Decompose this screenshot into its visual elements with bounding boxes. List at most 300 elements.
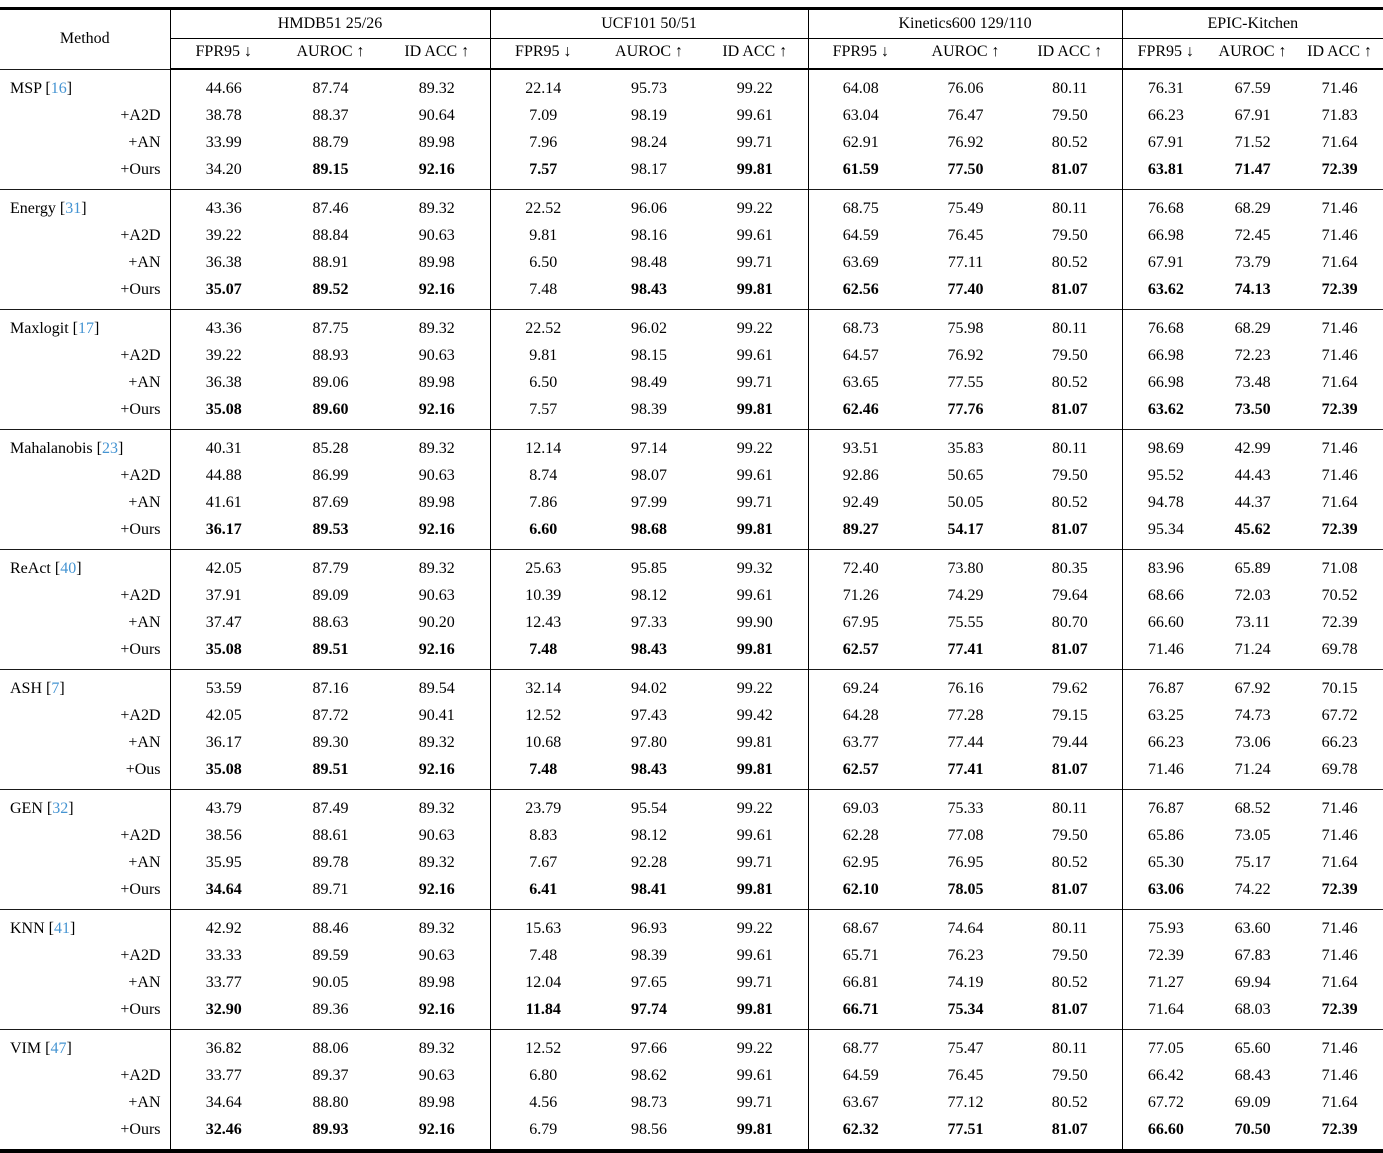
citation-link[interactable]: 7 (51, 680, 60, 697)
metric-value: 12.14 (490, 430, 596, 463)
metric-value: 35.08 (205, 401, 242, 418)
metric-value: 66.98 (1147, 227, 1184, 244)
metric-value: 80.52 (1018, 130, 1122, 157)
metric-value: 88.61 (312, 827, 349, 844)
metric-value: 92.16 (384, 157, 490, 190)
metric-value: 63.25 (1147, 707, 1184, 724)
metric-value: 92.16 (384, 637, 490, 670)
metric-value: 66.23 (1147, 107, 1184, 124)
metric-value: 80.11 (1018, 430, 1122, 463)
metric-value: 88.46 (277, 910, 384, 943)
table-row (0, 970, 1383, 997)
metric-value: 87.72 (312, 707, 349, 724)
metric-value: 99.22 (702, 790, 808, 823)
metric-column-header: FPR95 ↓ (1122, 39, 1209, 70)
metric-value: 71.64 (1321, 854, 1358, 871)
metric-value: 99.81 (702, 517, 808, 550)
metric-value: 90.63 (384, 583, 490, 610)
metric-value: 80.52 (1018, 850, 1122, 877)
metric-value: 99.61 (702, 343, 808, 370)
metric-column-header: ID ACC ↑ (702, 39, 808, 70)
metric-value: 71.46 (1147, 641, 1184, 658)
citation-link[interactable]: 32 (52, 800, 69, 817)
table-row (0, 610, 1383, 637)
metric-value: 87.75 (277, 310, 384, 343)
metric-value: 98.56 (631, 1121, 668, 1138)
variant-label: +AN (0, 1090, 170, 1117)
variant-label: +AN (0, 970, 170, 997)
metric-value: 98.73 (631, 1094, 668, 1111)
metric-value: 65.71 (842, 947, 879, 964)
metric-value: 72.40 (808, 550, 913, 583)
variant-label: +Ours (0, 1117, 170, 1152)
metric-value: 89.51 (312, 761, 349, 778)
metric-value: 32.14 (490, 670, 596, 703)
metric-value: 90.63 (384, 1063, 490, 1090)
metric-value: 77.55 (947, 374, 984, 391)
metric-value: 89.98 (384, 490, 490, 517)
table-row (0, 397, 1383, 430)
metric-value: 68.43 (1234, 1067, 1271, 1084)
metric-value: 76.95 (947, 854, 984, 871)
metric-value: 77.44 (947, 734, 984, 751)
metric-value: 77.05 (1122, 1030, 1209, 1063)
metric-value: 72.39 (1321, 521, 1358, 538)
metric-column-header: AUROC ↑ (913, 39, 1018, 70)
metric-value: 90.41 (384, 703, 490, 730)
metric-value: 32.46 (205, 1121, 242, 1138)
metric-value: 76.68 (1122, 310, 1209, 343)
metric-value: 70.50 (1234, 1121, 1271, 1138)
variant-label: +AN (0, 610, 170, 637)
metric-value: 71.64 (1321, 254, 1358, 271)
metric-value: 72.03 (1234, 587, 1271, 604)
metric-value: 80.70 (1018, 610, 1122, 637)
metric-value: 99.32 (702, 550, 808, 583)
metric-value: 7.57 (529, 161, 558, 178)
table-row (0, 343, 1383, 370)
metric-value: 99.61 (702, 103, 808, 130)
metric-column-header: ID ACC ↑ (384, 39, 490, 70)
method-label: Maxlogit [17] (0, 310, 170, 343)
metric-value: 35.08 (205, 641, 242, 658)
table-row (0, 1090, 1383, 1117)
citation-link[interactable]: 41 (54, 920, 70, 937)
metric-value: 71.46 (1321, 347, 1358, 364)
metric-value: 77.40 (947, 281, 984, 298)
metric-value: 99.81 (702, 157, 808, 190)
header-group-row (0, 9, 1383, 39)
metric-value: 68.52 (1209, 790, 1296, 823)
metric-value: 12.52 (490, 1030, 596, 1063)
metric-value: 71.64 (1321, 494, 1358, 511)
variant-label: +Ours (0, 877, 170, 910)
metric-value: 71.24 (1234, 761, 1271, 778)
metric-value: 96.06 (596, 190, 702, 223)
table-row (0, 730, 1383, 757)
metric-value: 75.33 (913, 790, 1018, 823)
metric-value: 80.11 (1018, 190, 1122, 223)
metric-value: 73.11 (1234, 614, 1271, 631)
metric-value: 22.14 (490, 69, 596, 103)
dataset-group-header: EPIC-Kitchen (1122, 9, 1383, 39)
metric-value: 75.93 (1122, 910, 1209, 943)
metric-value: 66.23 (1147, 734, 1184, 751)
metric-value: 89.52 (312, 281, 349, 298)
metric-value: 98.19 (631, 107, 668, 124)
metric-value: 74.22 (1234, 881, 1271, 898)
metric-value: 62.56 (842, 281, 879, 298)
metric-value: 63.06 (1147, 881, 1184, 898)
table-row (0, 1117, 1383, 1152)
metric-value: 68.29 (1209, 310, 1296, 343)
table-row (0, 69, 1383, 103)
method-label: GEN [32] (0, 790, 170, 823)
dataset-group-header: HMDB51 25/26 (170, 9, 490, 39)
metric-value: 81.07 (1018, 877, 1122, 910)
table-row (0, 190, 1383, 223)
metric-value: 99.42 (702, 703, 808, 730)
metric-value: 89.32 (384, 850, 490, 877)
metric-value: 99.81 (702, 997, 808, 1030)
metric-value: 99.71 (702, 370, 808, 397)
table-row (0, 490, 1383, 517)
metric-value: 99.81 (702, 397, 808, 430)
variant-label: +Ours (0, 157, 170, 190)
variant-label: +A2D (0, 223, 170, 250)
metric-value: 7.48 (529, 281, 558, 298)
metric-value: 62.91 (842, 134, 879, 151)
metric-value: 22.52 (490, 310, 596, 343)
metric-value: 9.81 (529, 347, 558, 364)
table-row (0, 550, 1383, 583)
metric-value: 80.52 (1018, 370, 1122, 397)
metric-value: 80.52 (1018, 1090, 1122, 1117)
method-label: ASH [7] (0, 670, 170, 703)
metric-value: 38.56 (205, 827, 242, 844)
metric-value: 76.68 (1122, 190, 1209, 223)
metric-value: 92.16 (384, 397, 490, 430)
variant-label: +Ours (0, 397, 170, 430)
metric-value: 7.57 (529, 401, 558, 418)
metric-value: 98.41 (631, 881, 668, 898)
metric-value: 39.22 (205, 347, 242, 364)
metric-value: 36.17 (205, 734, 242, 751)
metric-value: 89.59 (312, 947, 349, 964)
metric-value: 42.05 (205, 707, 242, 724)
metric-value: 88.80 (312, 1094, 349, 1111)
citation-link[interactable]: 17 (78, 320, 94, 337)
metric-value: 9.81 (529, 227, 558, 244)
citation-link[interactable]: 47 (50, 1040, 67, 1057)
metric-value: 80.11 (1018, 310, 1122, 343)
variant-label: +A2D (0, 943, 170, 970)
metric-value: 62.46 (842, 401, 879, 418)
metric-value: 99.81 (702, 637, 808, 670)
metric-value: 33.33 (205, 947, 242, 964)
metric-value: 12.52 (525, 707, 562, 724)
metric-value: 53.59 (170, 670, 277, 703)
variant-label: +Ous (0, 757, 170, 790)
metric-value: 75.98 (913, 310, 1018, 343)
table-row (0, 823, 1383, 850)
metric-value: 69.03 (808, 790, 913, 823)
metric-value: 99.22 (702, 670, 808, 703)
citation-link[interactable]: 23 (101, 440, 118, 457)
metric-value: 6.79 (529, 1121, 558, 1138)
metric-value: 71.46 (1296, 1030, 1383, 1063)
metric-value: 75.49 (913, 190, 1018, 223)
variant-label: +AN (0, 370, 170, 397)
metric-column-header: FPR95 ↓ (490, 39, 596, 70)
table-row (0, 910, 1383, 943)
metric-value: 99.22 (702, 69, 808, 103)
metric-value: 98.12 (631, 587, 668, 604)
metric-value: 77.28 (947, 707, 984, 724)
metric-value: 87.69 (312, 494, 349, 511)
table-row (0, 157, 1383, 190)
variant-label: +A2D (0, 343, 170, 370)
metric-value: 65.30 (1147, 854, 1184, 871)
metric-value: 88.06 (277, 1030, 384, 1063)
metric-value: 36.38 (205, 374, 242, 391)
metric-value: 71.52 (1234, 134, 1271, 151)
metric-value: 77.50 (947, 161, 984, 178)
variant-label: +AN (0, 730, 170, 757)
metric-value: 71.46 (1296, 910, 1383, 943)
metric-value: 89.32 (384, 730, 490, 757)
variant-label: +AN (0, 490, 170, 517)
metric-value: 69.24 (808, 670, 913, 703)
metric-value: 61.59 (842, 161, 879, 178)
metric-value: 99.81 (702, 877, 808, 910)
metric-value: 79.50 (1018, 103, 1122, 130)
metric-value: 7.48 (529, 641, 558, 658)
metric-value: 63.67 (842, 1094, 879, 1111)
metric-value: 43.36 (170, 190, 277, 223)
metric-value: 74.13 (1234, 281, 1271, 298)
metric-value: 92.16 (384, 517, 490, 550)
metric-value: 80.35 (1018, 550, 1122, 583)
metric-value: 89.60 (312, 401, 349, 418)
metric-value: 62.57 (842, 641, 879, 658)
variant-label: +AN (0, 850, 170, 877)
variant-label: +Ours (0, 997, 170, 1030)
metric-value: 71.46 (1296, 190, 1383, 223)
metric-value: 44.37 (1234, 494, 1271, 511)
variant-label: +A2D (0, 703, 170, 730)
metric-value: 96.93 (596, 910, 702, 943)
metric-value: 79.15 (1018, 703, 1122, 730)
metric-value: 34.64 (205, 881, 242, 898)
ood-results-table (0, 7, 1383, 1153)
metric-value: 33.77 (205, 974, 242, 991)
metric-value: 93.51 (808, 430, 913, 463)
metric-value: 77.41 (947, 641, 984, 658)
metric-value: 66.60 (1147, 1121, 1184, 1138)
metric-value: 73.79 (1234, 254, 1271, 271)
metric-value: 96.02 (596, 310, 702, 343)
metric-value: 81.07 (1018, 397, 1122, 430)
metric-value: 90.63 (384, 943, 490, 970)
metric-value: 54.17 (947, 521, 984, 538)
metric-value: 77.41 (947, 761, 984, 778)
citation-link[interactable]: 31 (65, 200, 82, 217)
metric-value: 76.92 (947, 347, 984, 364)
metric-value: 99.22 (702, 310, 808, 343)
metric-value: 64.59 (842, 1067, 879, 1084)
metric-value: 77.11 (947, 254, 984, 271)
metric-value: 89.98 (384, 130, 490, 157)
metric-value: 43.36 (170, 310, 277, 343)
metric-value: 99.22 (702, 190, 808, 223)
metric-value: 99.71 (702, 130, 808, 157)
metric-value: 68.75 (808, 190, 913, 223)
metric-value: 6.80 (529, 1067, 558, 1084)
metric-value: 98.24 (631, 134, 668, 151)
metric-value: 4.56 (529, 1094, 558, 1111)
metric-value: 81.07 (1018, 277, 1122, 310)
metric-value: 83.96 (1122, 550, 1209, 583)
metric-value: 71.64 (1321, 1094, 1358, 1111)
metric-value: 71.46 (1321, 947, 1358, 964)
metric-value: 10.39 (525, 587, 562, 604)
metric-value: 81.07 (1018, 157, 1122, 190)
metric-value: 99.81 (702, 277, 808, 310)
metric-value: 88.63 (312, 614, 349, 631)
metric-value: 98.07 (631, 467, 668, 484)
table-row (0, 1030, 1383, 1063)
metric-value: 80.11 (1018, 69, 1122, 103)
metric-value: 37.47 (205, 614, 242, 631)
metric-value: 72.39 (1321, 161, 1358, 178)
metric-value: 69.78 (1321, 641, 1358, 658)
metric-value: 71.83 (1321, 107, 1358, 124)
metric-value: 75.55 (947, 614, 984, 631)
metric-value: 8.83 (529, 827, 558, 844)
metric-value: 98.69 (1122, 430, 1209, 463)
metric-value: 12.43 (525, 614, 562, 631)
metric-value: 72.39 (1321, 281, 1358, 298)
metric-value: 99.71 (702, 1090, 808, 1117)
metric-value: 75.34 (947, 1001, 984, 1018)
metric-value: 99.61 (702, 823, 808, 850)
metric-value: 88.79 (312, 134, 349, 151)
variant-label: +A2D (0, 103, 170, 130)
citation-link[interactable]: 40 (60, 560, 77, 577)
metric-value: 92.28 (631, 854, 668, 871)
metric-value: 79.62 (1018, 670, 1122, 703)
metric-value: 89.54 (384, 670, 490, 703)
metric-value: 85.28 (277, 430, 384, 463)
metric-value: 87.79 (277, 550, 384, 583)
metric-value: 23.79 (490, 790, 596, 823)
metric-value: 65.60 (1209, 1030, 1296, 1063)
metric-value: 33.77 (205, 1067, 242, 1084)
metric-value: 71.46 (1321, 227, 1358, 244)
metric-value: 71.64 (1321, 974, 1358, 991)
metric-value: 79.50 (1018, 343, 1122, 370)
metric-value: 99.71 (702, 850, 808, 877)
metric-value: 71.46 (1296, 69, 1383, 103)
metric-value: 69.09 (1234, 1094, 1271, 1111)
metric-value: 72.39 (1321, 881, 1358, 898)
metric-value: 97.65 (631, 974, 668, 991)
metric-value: 77.76 (947, 401, 984, 418)
metric-value: 89.51 (312, 641, 349, 658)
metric-value: 89.32 (384, 430, 490, 463)
variant-label: +Ours (0, 517, 170, 550)
metric-value: 72.39 (1321, 401, 1358, 418)
metric-value: 79.50 (1018, 223, 1122, 250)
metric-value: 94.02 (596, 670, 702, 703)
method-column-header: Method (0, 9, 170, 70)
metric-value: 80.11 (1018, 1030, 1122, 1063)
metric-value: 7.67 (529, 854, 558, 871)
metric-value: 71.46 (1296, 790, 1383, 823)
variant-label: +A2D (0, 463, 170, 490)
metric-value: 79.64 (1018, 583, 1122, 610)
metric-value: 89.98 (384, 970, 490, 997)
table-row (0, 223, 1383, 250)
table-row (0, 703, 1383, 730)
metric-value: 63.04 (842, 107, 879, 124)
metric-column-header: AUROC ↑ (277, 39, 384, 70)
metric-value: 71.46 (1147, 761, 1184, 778)
metric-value: 99.90 (702, 610, 808, 637)
variant-label: +A2D (0, 1063, 170, 1090)
table-row (0, 637, 1383, 670)
metric-value: 79.50 (1018, 943, 1122, 970)
metric-value: 72.45 (1234, 227, 1271, 244)
metric-value: 15.63 (490, 910, 596, 943)
metric-value: 44.43 (1234, 467, 1271, 484)
table-row (0, 310, 1383, 343)
variant-label: +AN (0, 130, 170, 157)
metric-value: 73.80 (913, 550, 1018, 583)
metric-column-header: FPR95 ↓ (808, 39, 913, 70)
metric-value: 73.06 (1234, 734, 1271, 751)
metric-value: 99.61 (702, 943, 808, 970)
citation-link[interactable]: 16 (50, 79, 67, 97)
metric-value: 76.16 (913, 670, 1018, 703)
metric-value: 79.50 (1018, 1063, 1122, 1090)
metric-column-header: AUROC ↑ (596, 39, 702, 70)
metric-value: 71.46 (1296, 310, 1383, 343)
metric-value: 98.49 (631, 374, 668, 391)
metric-value: 98.17 (631, 161, 668, 178)
metric-value: 98.48 (631, 254, 668, 271)
header-metric-row (0, 39, 1383, 70)
method-label: VIM [47] (0, 1030, 170, 1063)
metric-value: 37.91 (205, 587, 242, 604)
metric-value: 87.49 (277, 790, 384, 823)
metric-value: 76.47 (947, 107, 984, 124)
metric-value: 81.07 (1018, 757, 1122, 790)
metric-value: 75.47 (913, 1030, 1018, 1063)
metric-value: 92.16 (384, 1117, 490, 1152)
metric-value: 68.77 (808, 1030, 913, 1063)
metric-value: 67.83 (1234, 947, 1271, 964)
metric-value: 63.62 (1147, 281, 1184, 298)
metric-value: 97.80 (631, 734, 668, 751)
metric-value: 87.16 (277, 670, 384, 703)
metric-value: 35.08 (205, 761, 242, 778)
metric-value: 72.39 (1321, 1121, 1358, 1138)
metric-value: 12.04 (525, 974, 562, 991)
metric-value: 62.57 (842, 761, 879, 778)
metric-value: 80.11 (1018, 910, 1122, 943)
